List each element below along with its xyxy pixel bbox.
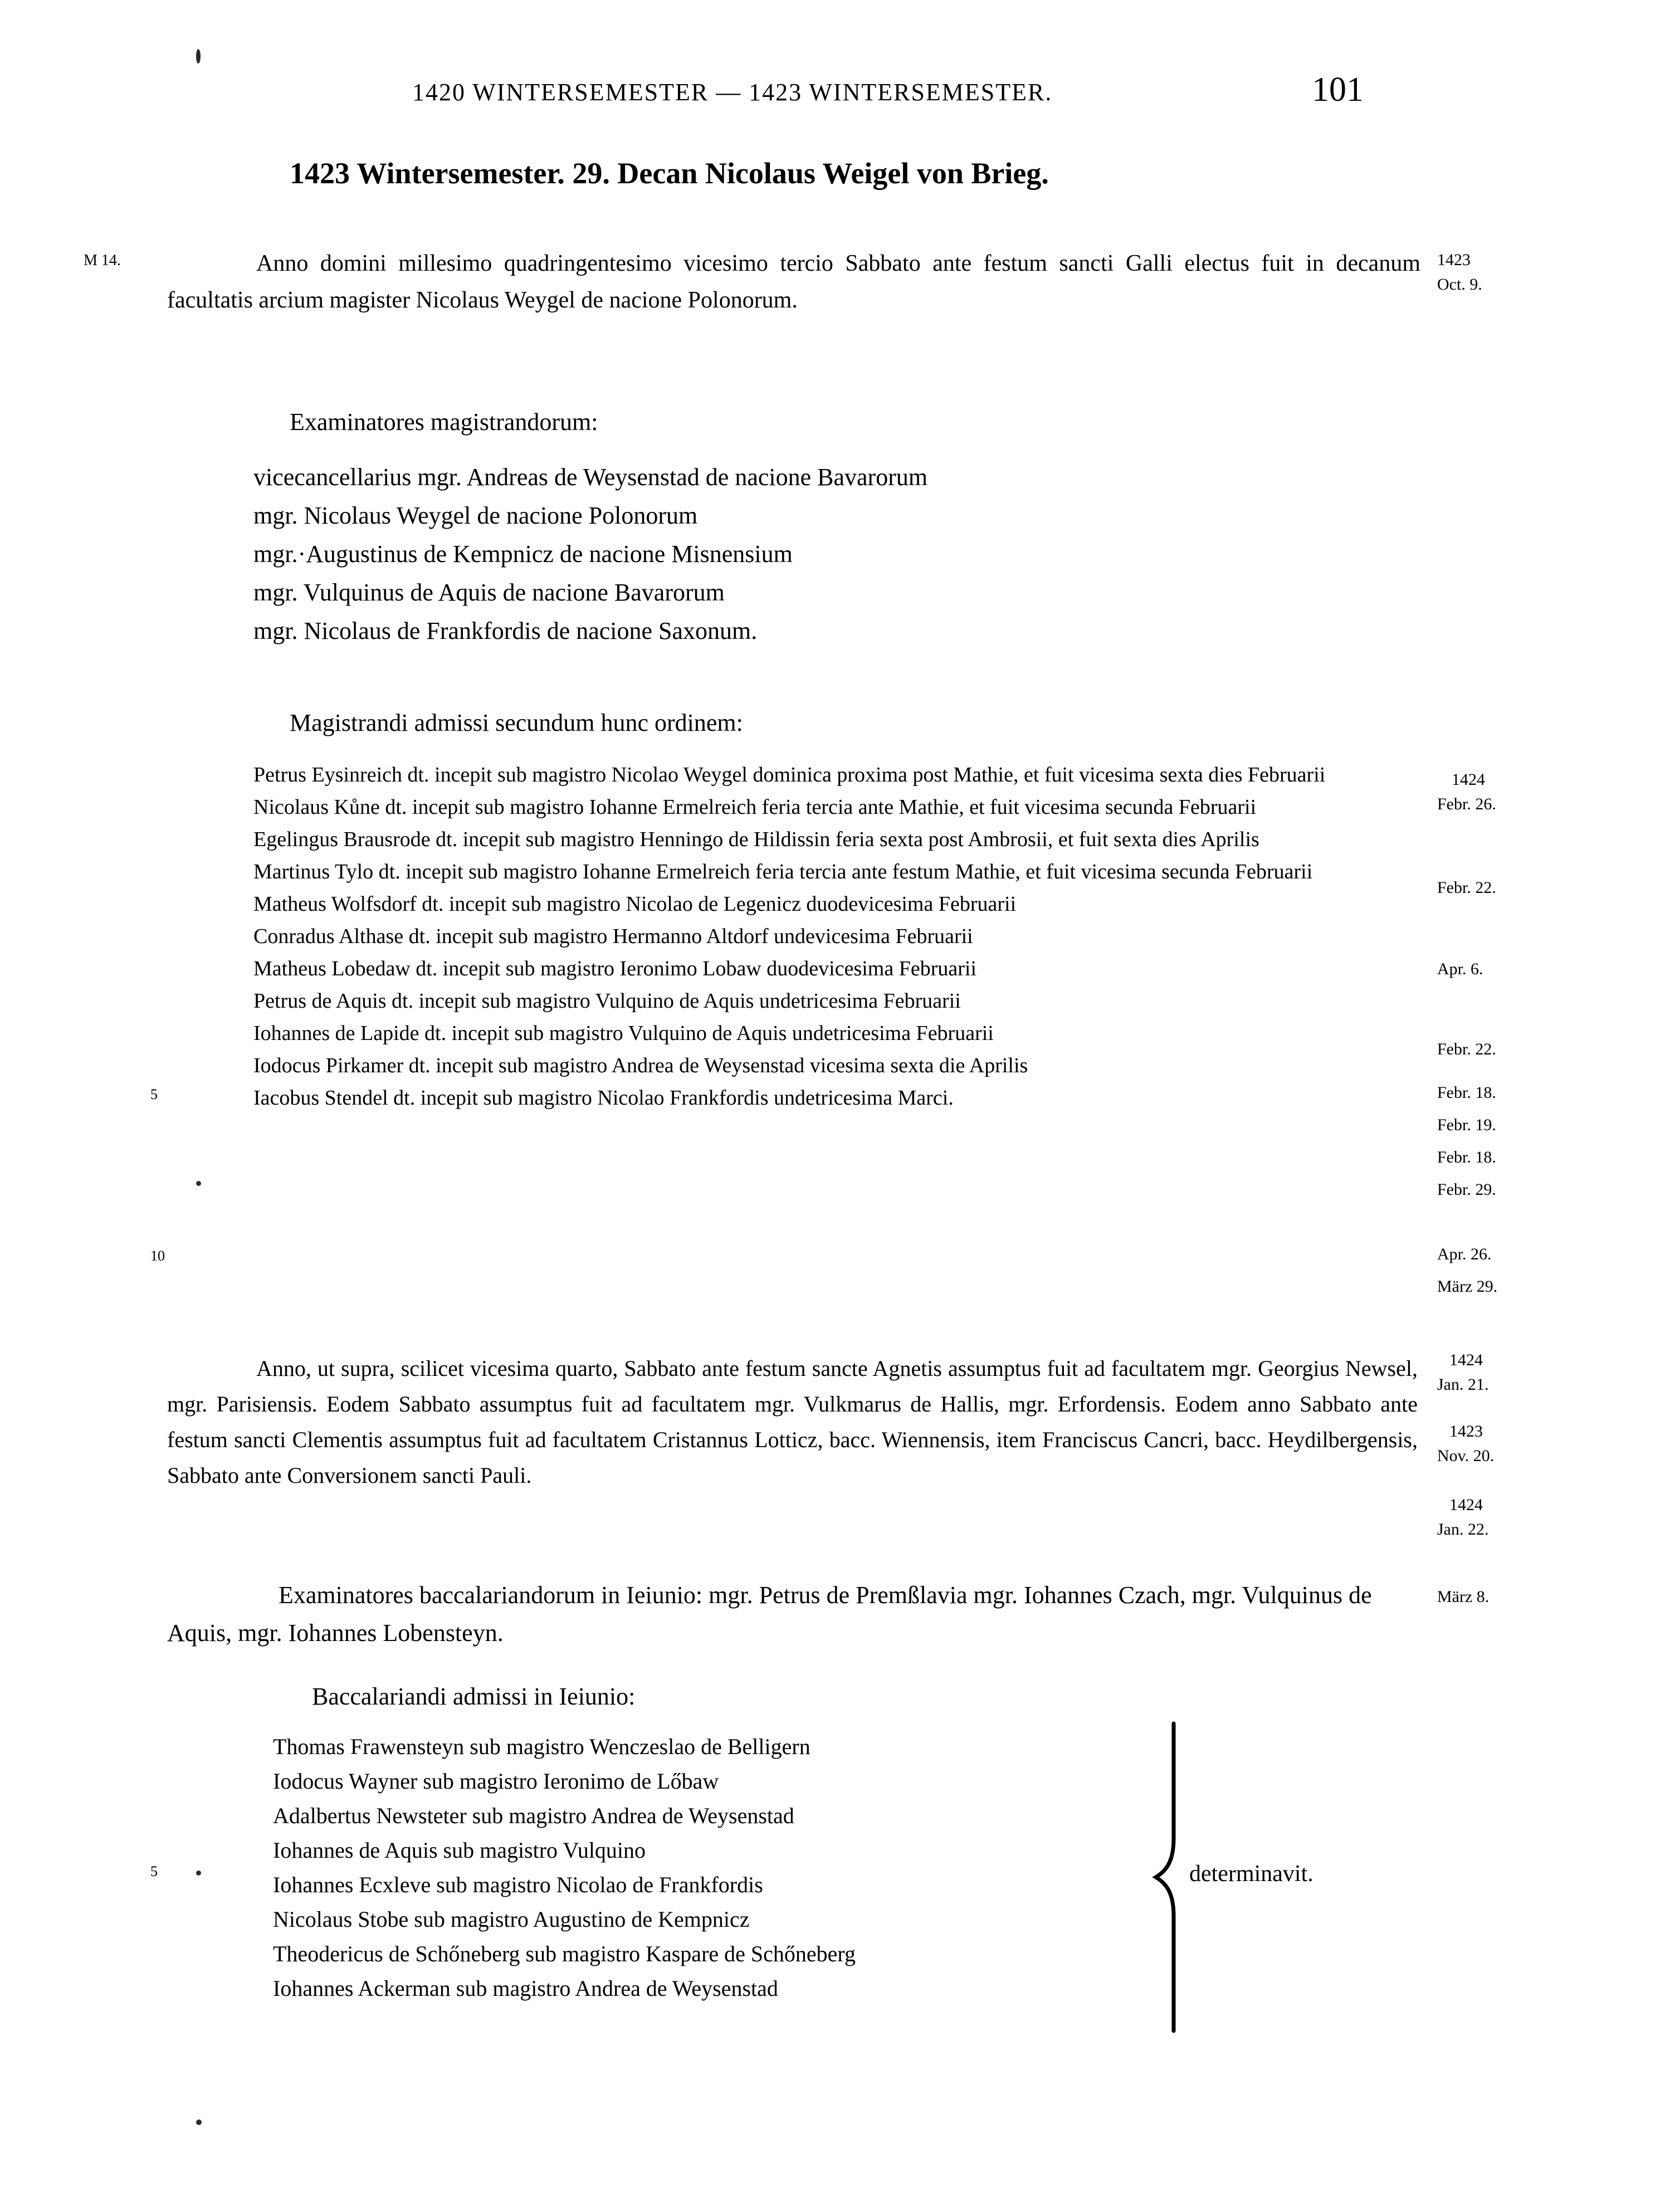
section-title: 1423 Wintersemester. 29. Decan Nicolaus Weigel von Brieg. xyxy=(290,157,1049,190)
margin-date-year: 1424 xyxy=(1452,770,1485,789)
baccalariandi-heading: Baccalariandi admissi in Ieiunio: xyxy=(312,1683,636,1710)
margin-date-day: Febr. 22. xyxy=(1437,1040,1496,1058)
margin-date-entry-1 xyxy=(1437,768,1660,817)
brace-label: determinavit. xyxy=(1189,1861,1313,1887)
list-item: Iohannes de Aquis sub magistro Vulquino xyxy=(273,1838,646,1863)
baccalariandi-list xyxy=(273,1730,856,2006)
margin-date-day: Jan. 21. xyxy=(1437,1375,1489,1394)
magistrandi-entries xyxy=(253,759,1418,1114)
margin-date-entry-11 xyxy=(1437,1274,1660,1299)
margin-date-opening xyxy=(1437,248,1660,297)
opening-paragraph-text: Anno domini millesimo quadringentesimo vicesimo tercio Sabbato ante festum sancti Galli electus fuit in decanum facultatis arcium magister Nicolaus Weygel de nacione Polonorum. xyxy=(167,251,1420,313)
margin-date-day: Jan. 22. xyxy=(1437,1520,1489,1539)
scan-speck xyxy=(196,1870,201,1876)
list-item: vicecancellarius mgr. Andreas de Weysenstad de nacione Bavarorum xyxy=(253,463,928,491)
list-item: Iohannes Ackerman sub magistro Andrea de Weysenstad xyxy=(273,1976,778,2001)
line-number-10: 10 xyxy=(150,1248,165,1264)
margin-date-day: Febr. 26. xyxy=(1437,795,1496,813)
scan-speck xyxy=(196,49,201,64)
margin-date-examinbacc xyxy=(1437,1585,1660,1609)
margin-date-annoutsupra-3 xyxy=(1437,1493,1660,1542)
margin-date-year: 1424 xyxy=(1449,1351,1483,1369)
entry-row: Egelingus Brausrode dt. incepit sub magistro Henningo de Hildissin feria sexta post Ambrosii, et fuit sexta dies Aprilis xyxy=(253,828,1259,851)
examinatores-heading: Examinatores magistrandorum: xyxy=(290,408,598,436)
margin-date-day: Febr. 22. xyxy=(1437,878,1496,897)
margin-date-annoutsupra-2 xyxy=(1437,1419,1660,1468)
margin-date-entry-10 xyxy=(1437,1242,1660,1267)
margin-date-entry-3 xyxy=(1437,957,1660,981)
margin-date-day: März 29. xyxy=(1437,1277,1498,1296)
margin-date-day: Febr. 18. xyxy=(1437,1148,1496,1166)
page-number: 101 xyxy=(1312,71,1364,109)
entry-row: Iodocus Pirkamer dt. incepit sub magistro Andrea de Weysenstad vicesima sexta die Aprilis xyxy=(253,1054,1028,1077)
list-item: mgr. Nicolaus de Frankfordis de nacione Saxonum. xyxy=(253,617,758,644)
grouping-brace-wrap xyxy=(1145,1721,1401,2033)
list-item: Theodericus de Schőneberg sub magistro Kaspare de Schőneberg xyxy=(273,1941,856,1966)
margin-date-entry-6 xyxy=(1437,1113,1660,1137)
examinatores-baccalariandorum-text: Examinatores baccalariandorum in Ieiunio: mgr. Petrus de Premßlavia mgr. Iohannes Czach, mgr. Vulquinus de Aquis, mgr. Iohannes Lobensteyn. xyxy=(167,1581,1372,1647)
list-item: mgr. Nicolaus Weygel de nacione Polonorum xyxy=(253,502,698,529)
line-number-5: 5 xyxy=(150,1086,158,1102)
line-number-5-baccalariandi: 5 xyxy=(150,1863,158,1879)
entry-row: Martinus Tylo dt. incepit sub magistro Iohanne Ermelreich feria tercia ante festum Mathie, et fuit vicesima secunda Februarii xyxy=(253,860,1313,883)
margin-date-entry-4 xyxy=(1437,1037,1660,1062)
margin-date-year: 1423 xyxy=(1437,251,1471,269)
list-item: Iodocus Wayner sub magistro Ieronimo de Lőbaw xyxy=(273,1769,719,1794)
list-item: mgr. Vulquinus de Aquis de nacione Bavarorum xyxy=(253,579,725,606)
entry-row: Nicolaus Kůne dt. incepit sub magistro Iohanne Ermelreich feria tercia ante Mathie, et fuit vicesima secunda Februarii xyxy=(253,795,1257,819)
margin-date-day: Febr. 19. xyxy=(1437,1116,1496,1134)
entry-row: Iacobus Stendel dt. incepit sub magistro Nicolao Frankfordis undetricesima Marci. xyxy=(253,1086,954,1110)
margin-siglum-m14: M 14. xyxy=(84,252,121,269)
running-head xyxy=(0,71,1680,117)
margin-date-day: Febr. 29. xyxy=(1437,1180,1496,1199)
examinatores-baccalariandorum-paragraph xyxy=(167,1576,1420,1652)
entry-row: Conradus Althase dt. incepit sub magistro Hermanno Altdorf undevicesima Februarii xyxy=(253,925,973,948)
margin-date-day: Oct. 9. xyxy=(1437,275,1482,294)
entry-row: Iohannes de Lapide dt. incepit sub magistro Vulquino de Aquis undetricesima Februarii xyxy=(253,1022,994,1045)
margin-date-annoutsupra-1 xyxy=(1437,1348,1660,1397)
margin-date-day: März 8. xyxy=(1437,1588,1489,1606)
scan-speck xyxy=(196,1181,201,1186)
margin-date-day: Febr. 18. xyxy=(1437,1083,1496,1102)
margin-date-entry-5 xyxy=(1437,1081,1660,1105)
list-item: mgr.·Augustinus de Kempnicz de nacione Misnensium xyxy=(253,540,793,568)
entry-row: Matheus Lobedaw dt. incepit sub magistro Ieronimo Lobaw duodevicesima Februarii xyxy=(253,957,977,980)
margin-date-entry-2 xyxy=(1437,876,1660,900)
anno-ut-supra-paragraph xyxy=(167,1351,1418,1493)
list-item: Nicolaus Stobe sub magistro Augustino de Kempnicz xyxy=(273,1907,750,1932)
margin-date-day: Nov. 20. xyxy=(1437,1447,1495,1465)
list-item: Adalbertus Newsteter sub magistro Andrea de Weysenstad xyxy=(273,1803,794,1828)
margin-date-entry-7 xyxy=(1437,1145,1660,1170)
margin-date-year: 1423 xyxy=(1449,1422,1483,1440)
anno-ut-supra-text: Anno, ut supra, scilicet vicesima quarto, Sabbato ante festum sancte Agnetis assumptus fuit ad facultatem mgr. Georgius Newsel, mgr. Parisiensis. Eodem Sabbato assumptus fuit ad facultatem mgr. Vulkmarus de Hallis, mgr. Erfordensis. Eodem anno Sabbato ante festum sancti Clementis assumptus fuit ad facultatem Cristannus Lotticz, bacc. Wiennensis, item Franciscus Cancri, bacc. Heydilbergensis, Sabbato ante Conversionem sancti Pauli. xyxy=(167,1356,1418,1488)
magistrandi-heading: Magistrandi admissi secundum hunc ordinem: xyxy=(290,709,743,736)
entry-row: Petrus Eysinreich dt. incepit sub magistro Nicolao Weygel dominica proxima post Mathie, et fuit vicesima sexta dies Februarii xyxy=(253,763,1326,787)
opening-paragraph xyxy=(167,245,1420,319)
scan-speck xyxy=(196,2119,202,2125)
examiners-list xyxy=(253,458,927,650)
entry-row: Petrus de Aquis dt. incepit sub magistro Vulquino de Aquis undetricesima Februarii xyxy=(253,989,961,1013)
margin-date-day: Apr. 6. xyxy=(1437,960,1483,978)
running-head-title: 1420 WINTERSEMESTER — 1423 WINTERSEMESTER. xyxy=(412,79,1053,106)
entry-row: Matheus Wolfsdorf dt. incepit sub magistro Nicolao de Legenicz duodevicesima Februarii xyxy=(253,892,1017,916)
list-item: Iohannes Ecxleve sub magistro Nicolao de Frankfordis xyxy=(273,1872,763,1897)
margin-date-year: 1424 xyxy=(1449,1496,1483,1514)
margin-date-day: Apr. 26. xyxy=(1437,1245,1492,1263)
margin-date-entry-8 xyxy=(1437,1178,1660,1202)
list-item: Thomas Frawensteyn sub magistro Wenczeslao de Belligern xyxy=(273,1734,810,1759)
